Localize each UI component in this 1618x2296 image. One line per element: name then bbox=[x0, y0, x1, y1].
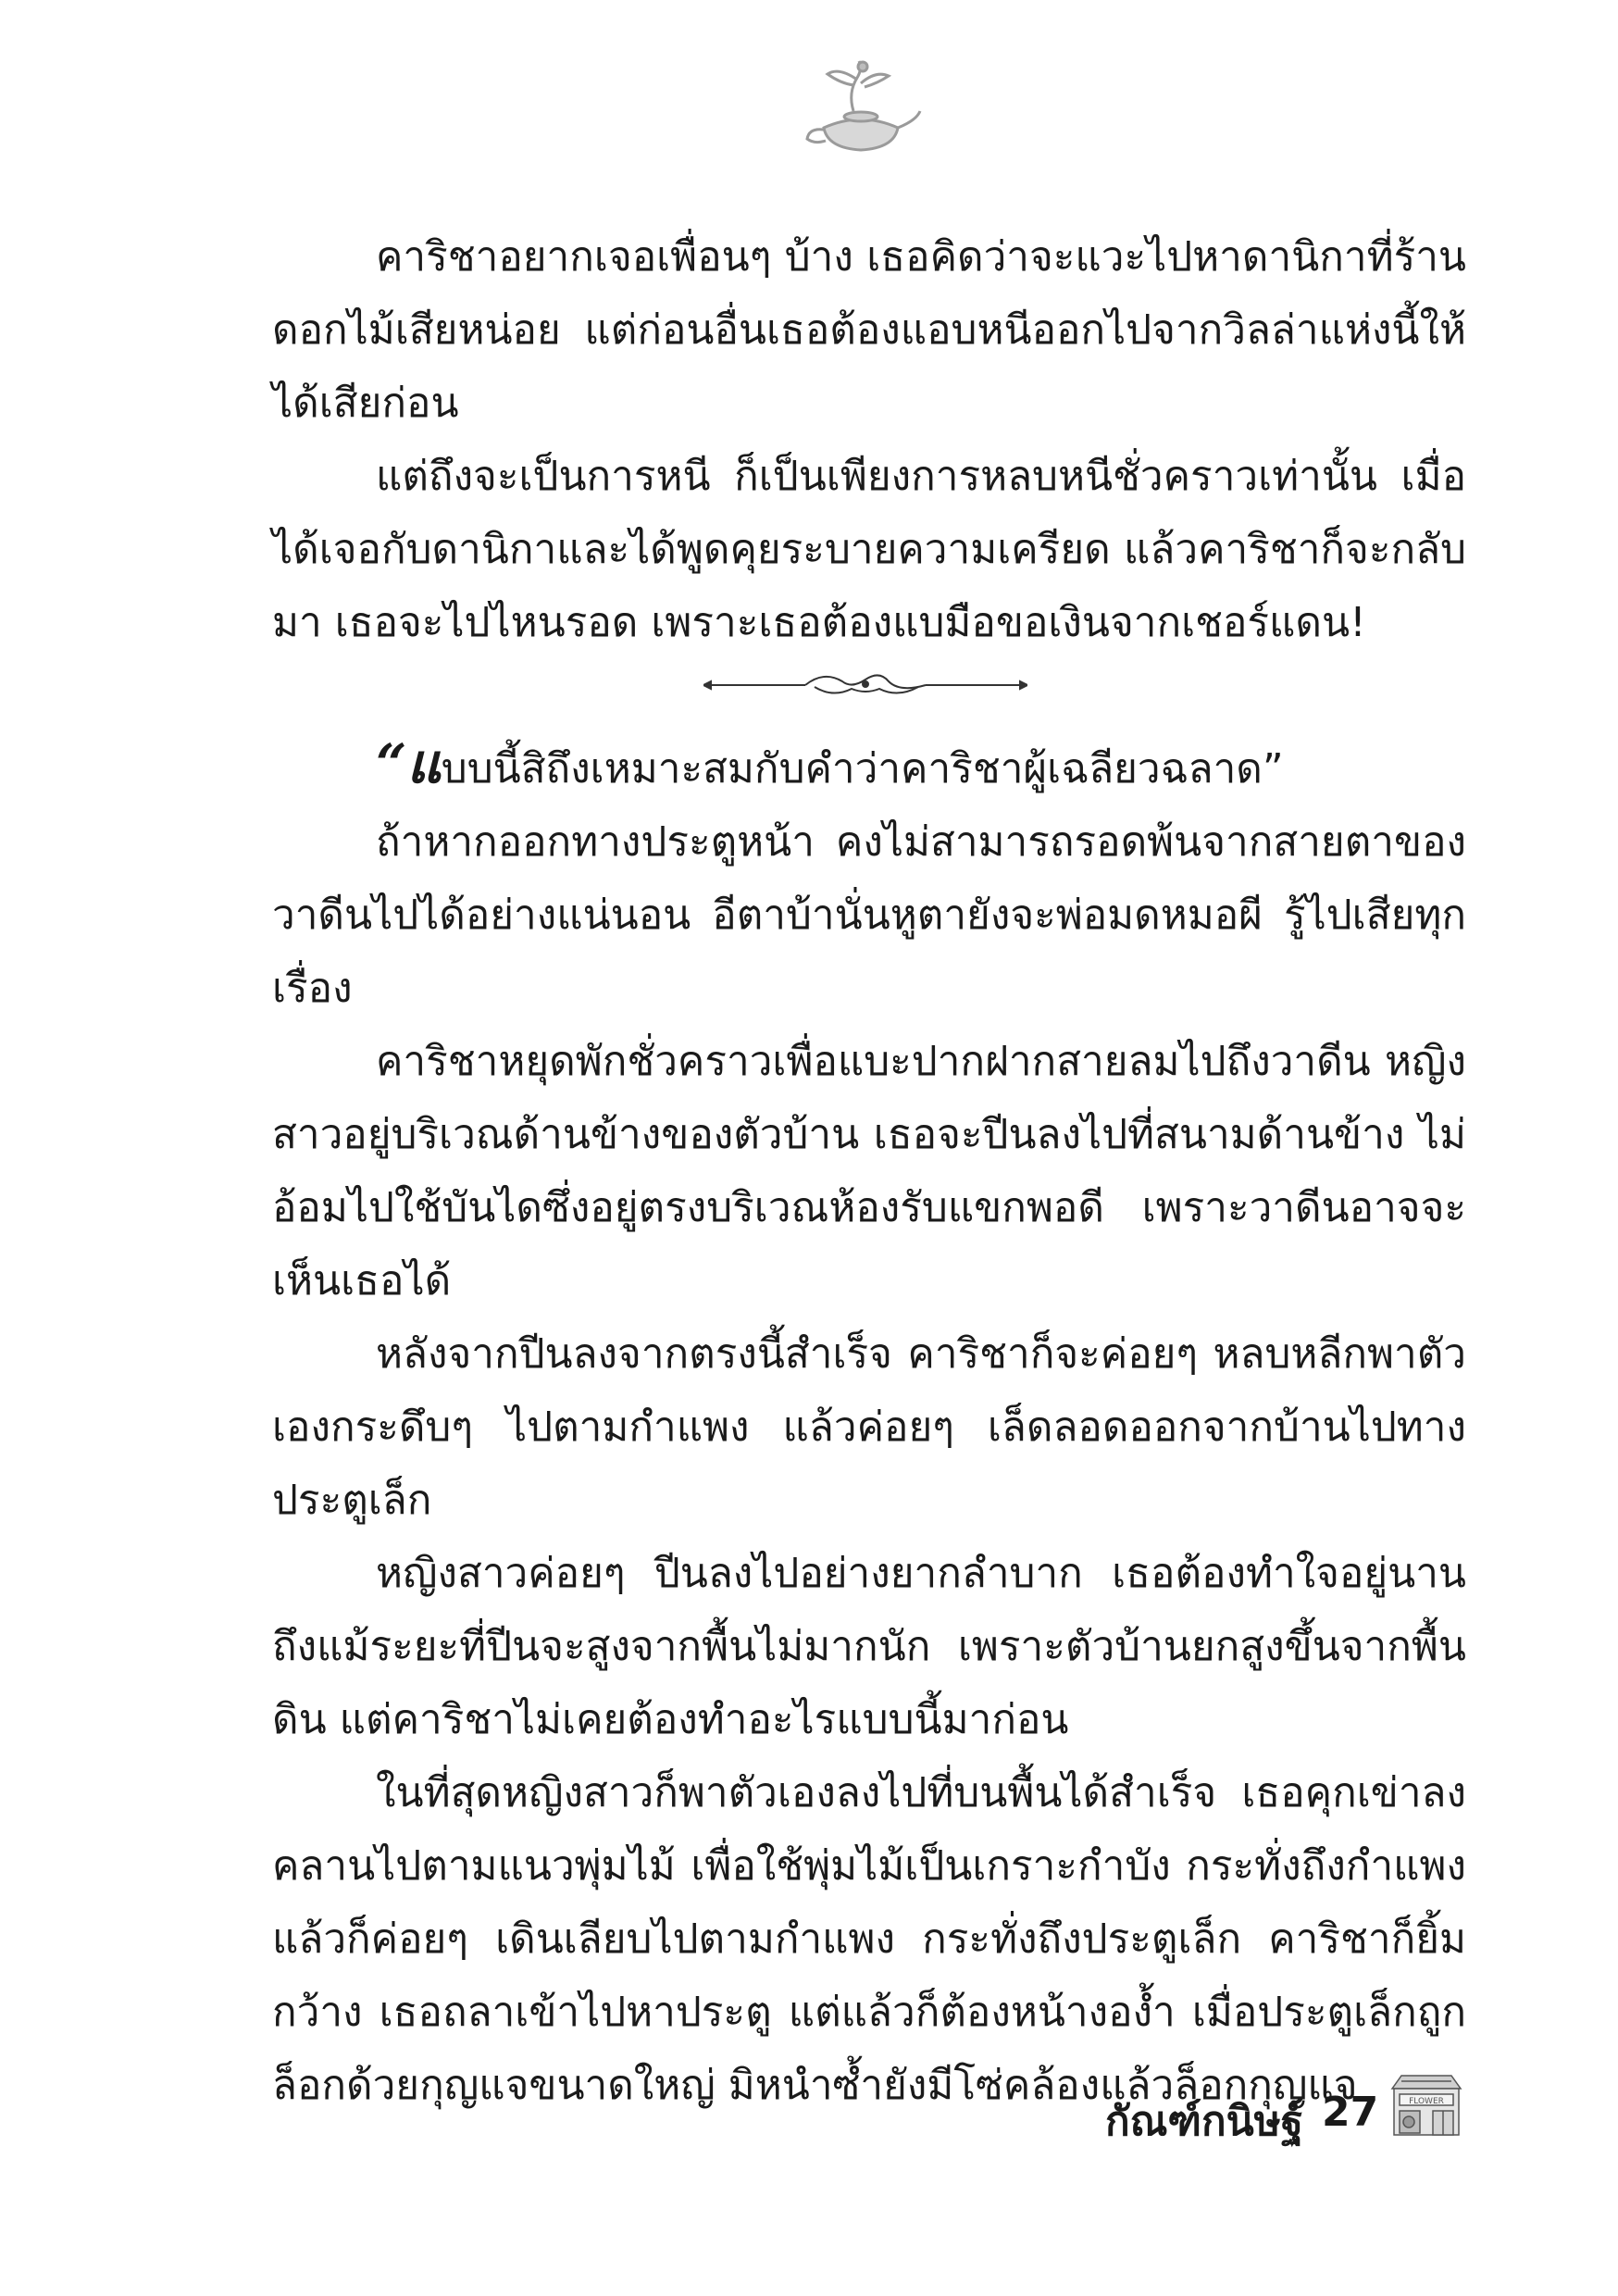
ornamental-divider-icon bbox=[703, 667, 1027, 704]
opening-paragraph bbox=[272, 728, 1466, 805]
quote-mark: “ bbox=[376, 732, 407, 795]
opening-text: บบนี้สิถึงเหมาะสมกับคำว่าคาริชาผู้เฉลียวฉลาด” bbox=[441, 745, 1284, 792]
paragraph: คาริชาอยากเจอเพื่อนๆ บ้าง เธอคิดว่าจะแวะไปหาดานิกาที่ร้านดอกไม้เสียหน่อย แต่ก่อนอื่นเธอต้องแอบหนีออกไปจากวิลล่าแห่งนี้ให้ได้เสียก่อน bbox=[272, 233, 1466, 427]
book-title: กัณฑ์กนิษฐ์ bbox=[1105, 2098, 1303, 2145]
paragraph: หลังจากปีนลงจากตรงนี้สำเร็จ คาริชาก็จะค่อยๆ หลบหลีกพาตัวเองกระดึบๆ ไปตามกำแพง แล้วค่อยๆ เล็ดลอดออกจากบ้านไปทางประตูเล็ก bbox=[272, 1330, 1466, 1524]
paragraph: คาริชาหยุดพักชั่วคราวเพื่อแบะปากฝากสายลมไปถึงวาดีน หญิงสาวอยู่บริเวณด้านข้างของตัวบ้าน เธอจะปีนลงไปที่สนามด้านข้าง ไม่อ้อมไปใช้บันไดซึ่งอยู่ตรงบริเวณห้องรับแขกพอดี เพราะวาดีนอาจจะเห็นเธอได้ bbox=[272, 1038, 1466, 1304]
section-two bbox=[272, 728, 1466, 2122]
section-one bbox=[272, 220, 1466, 659]
paragraph: ถ้าหากออกทางประตูหน้า คงไม่สามารถรอดพ้นจากสายตาของวาดีนไปได้อย่างแน่นอน อีตาบ้านั่นหูตายังจะพ่อมดหมอผี รู้ไปเสียทุกเรื่อง bbox=[272, 818, 1466, 1012]
flower-shop-icon bbox=[1388, 2072, 1464, 2139]
paragraph: หญิงสาวค่อยๆ ปีนลงไปอย่างยากลำบาก เธอต้องทำใจอยู่นาน ถึงแม้ระยะที่ปีนจะสูงจากพื้นไม่มากนัก เพราะตัวบ้านยกสูงขึ้นจากพื้นดิน แต่คาริชาไม่เคยต้องทำอะไรแบบนี้มาก่อน bbox=[272, 1550, 1466, 1743]
page-number: 27 bbox=[1322, 2089, 1379, 2136]
shop-sign: FLOWER bbox=[1409, 2097, 1444, 2106]
paragraph: แต่ถึงจะเป็นการหนี ก็เป็นเพียงการหลบหนีชั่วคราวเท่านั้น เมื่อได้เจอกับดานิกาและได้พูดคุยระบายความเครียด แล้วคาริชาก็จะกลับมา เธอจะไปไหนรอด เพราะเธอต้องแบมือขอเงินจากเชอร์แดน! bbox=[272, 453, 1466, 646]
drop-letter: แ bbox=[406, 732, 442, 795]
paragraph: ในที่สุดหญิงสาวก็พาตัวเองลงไปที่บนพื้นได้สำเร็จ เธอคุกเข่าลงคลานไปตามแนวพุ่มไม้ เพื่อใช้พุ่มไม้เป็นเกราะกำบัง กระทั่งถึงกำแพง แล้วก็ค่อยๆ เดินเลียบไปตามกำแพง กระทั่งถึงประตูเล็ก คาริชาก็ยิ้มกว้าง เธอถลาเข้าไปหาประตู แต่แล้วก็ต้องหน้างองํ้า เมื่อประตูเล็กถูกล็อกด้วยกุญแจขนาดใหญ่ มิหนำซํ้ายังมีโซ่คล้องแล้วล็อกกุญแจ bbox=[272, 1769, 1466, 2109]
fairy-teapot-icon bbox=[796, 56, 926, 157]
